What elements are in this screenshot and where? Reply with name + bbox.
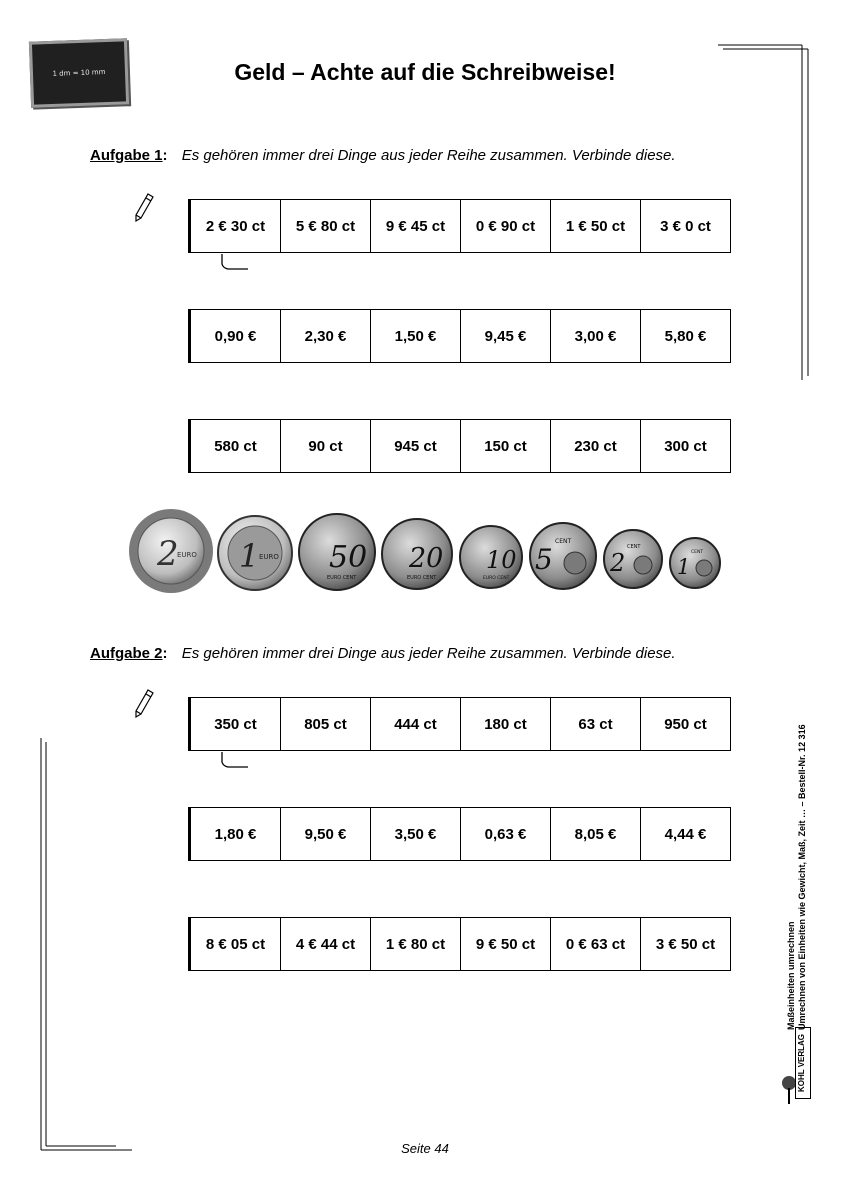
answer-cell[interactable]: 4,44 € [664, 825, 707, 843]
task2-heading [90, 645, 676, 662]
coin-value: 2 [610, 549, 626, 577]
coin-value: 10 [486, 546, 517, 574]
answer-cell[interactable]: 1 € 50 ct [551, 200, 641, 252]
answer-cell[interactable]: 1 € 80 ct [371, 918, 461, 970]
task2-instruction: Es gehören immer drei Dinge aus jeder Reihe zusammen. Verbinde diese. [181, 645, 676, 662]
answer-cell[interactable]: 8 € 05 ct [191, 918, 281, 970]
task2-row-1 [188, 697, 731, 751]
answer-cell[interactable]: 8,05 € [551, 808, 641, 860]
coin-1-cent [670, 538, 720, 588]
coin-unit: CENT [691, 550, 704, 555]
answer-cell[interactable]: 350 ct [191, 698, 281, 750]
task2-colon: : [162, 645, 168, 662]
answer-cell[interactable]: 5,80 € [664, 327, 707, 345]
answer-cell[interactable]: 9 € 45 ct [371, 200, 461, 252]
answer-cell[interactable]: 805 ct [281, 698, 371, 750]
coin-value: 1 [239, 537, 260, 575]
task2-label: Aufgabe 2 [90, 645, 163, 662]
task2-row-3 [188, 917, 731, 971]
task1-instruction: Es gehören immer drei Dinge aus jeder Reihe zusammen. Verbinde diese. [181, 147, 676, 164]
pencil-icon [133, 688, 155, 720]
sidebar-line-2: Umrechnen von Einheiten wie Gewicht, Maß, Zeit … – Bestell-Nr. 12 316 [797, 724, 807, 1030]
coin-50-cent [299, 514, 375, 590]
answer-cell[interactable]: 4 € 44 ct [281, 918, 371, 970]
answer-cell[interactable]: 300 ct [664, 437, 707, 455]
coin-10-cent [460, 526, 522, 588]
euro-coins-illustration [125, 505, 725, 597]
answer-cell[interactable]: 5 € 80 ct [281, 200, 371, 252]
answer-cell[interactable]: 63 ct [551, 698, 641, 750]
coin-value: 50 [329, 540, 368, 575]
answer-cell[interactable]: 950 ct [664, 715, 707, 733]
task1-label: Aufgabe 1 [90, 147, 163, 164]
task1-row-1 [188, 199, 731, 253]
answer-cell[interactable]: 2,30 € [281, 310, 371, 362]
coin-unit: EURO CENT [327, 575, 357, 581]
coin-unit: EURO CENT [483, 576, 510, 581]
answer-cell[interactable]: 2 € 30 ct [191, 200, 281, 252]
page-number: Seite 44 [401, 1141, 449, 1156]
coin-unit: EURO [177, 551, 197, 559]
answer-cell[interactable]: 90 ct [281, 420, 371, 472]
answer-cell[interactable]: 0 € 90 ct [461, 200, 551, 252]
answer-cell[interactable]: 3,00 € [551, 310, 641, 362]
task1-heading [90, 147, 676, 164]
answer-cell[interactable]: 3 € 50 ct [655, 935, 716, 953]
answer-cell[interactable]: 0,63 € [461, 808, 551, 860]
answer-cell[interactable]: 580 ct [191, 420, 281, 472]
answer-cell[interactable]: 180 ct [461, 698, 551, 750]
task1-colon: : [162, 147, 168, 164]
coin-unit: EURO [259, 553, 279, 561]
answer-cell[interactable]: 1,50 € [371, 310, 461, 362]
answer-cell[interactable]: 0 € 63 ct [551, 918, 641, 970]
coin-1-euro [218, 516, 292, 590]
coin-unit: CENT [555, 538, 572, 545]
sidebar-line-1: Maßeinheiten umrechnen [786, 921, 796, 1030]
coin-value: 2 [157, 534, 179, 574]
publisher-name: KOHL VERLAG [795, 1027, 811, 1099]
chalkboard-text: 1 dm = 10 mm [52, 68, 106, 78]
answer-cell[interactable]: 230 ct [551, 420, 641, 472]
answer-cell[interactable]: 3,50 € [371, 808, 461, 860]
task2-row-2 [188, 807, 731, 861]
answer-cell[interactable]: 9,45 € [461, 310, 551, 362]
answer-cell[interactable]: 150 ct [461, 420, 551, 472]
answer-cell[interactable]: 9,50 € [281, 808, 371, 860]
coin-value: 20 [409, 543, 444, 574]
page-title: Geld – Achte auf die Schreibweise! [234, 59, 616, 85]
answer-cell[interactable]: 9 € 50 ct [461, 918, 551, 970]
task1-row-2 [188, 309, 731, 363]
example-connector-line [220, 752, 250, 770]
coin-20-cent [382, 519, 452, 589]
answer-cell[interactable]: 945 ct [371, 420, 461, 472]
publisher-logo [781, 1035, 815, 1107]
coin-2-euro [129, 509, 213, 593]
answer-cell[interactable]: 444 ct [371, 698, 461, 750]
coin-unit: EURO CENT [407, 575, 437, 581]
task1-row-3 [188, 419, 731, 473]
answer-cell[interactable]: 0,90 € [191, 310, 281, 362]
pencil-icon [133, 192, 155, 224]
example-connector-line [220, 254, 250, 272]
coin-2-cent [604, 530, 662, 588]
coin-5-cent [530, 523, 596, 589]
answer-cell[interactable]: 3 € 0 ct [660, 217, 711, 235]
answer-cell[interactable]: 1,80 € [191, 808, 281, 860]
coin-unit: CENT [627, 544, 641, 550]
coin-value: 5 [535, 543, 553, 576]
coin-value: 1 [677, 555, 691, 579]
